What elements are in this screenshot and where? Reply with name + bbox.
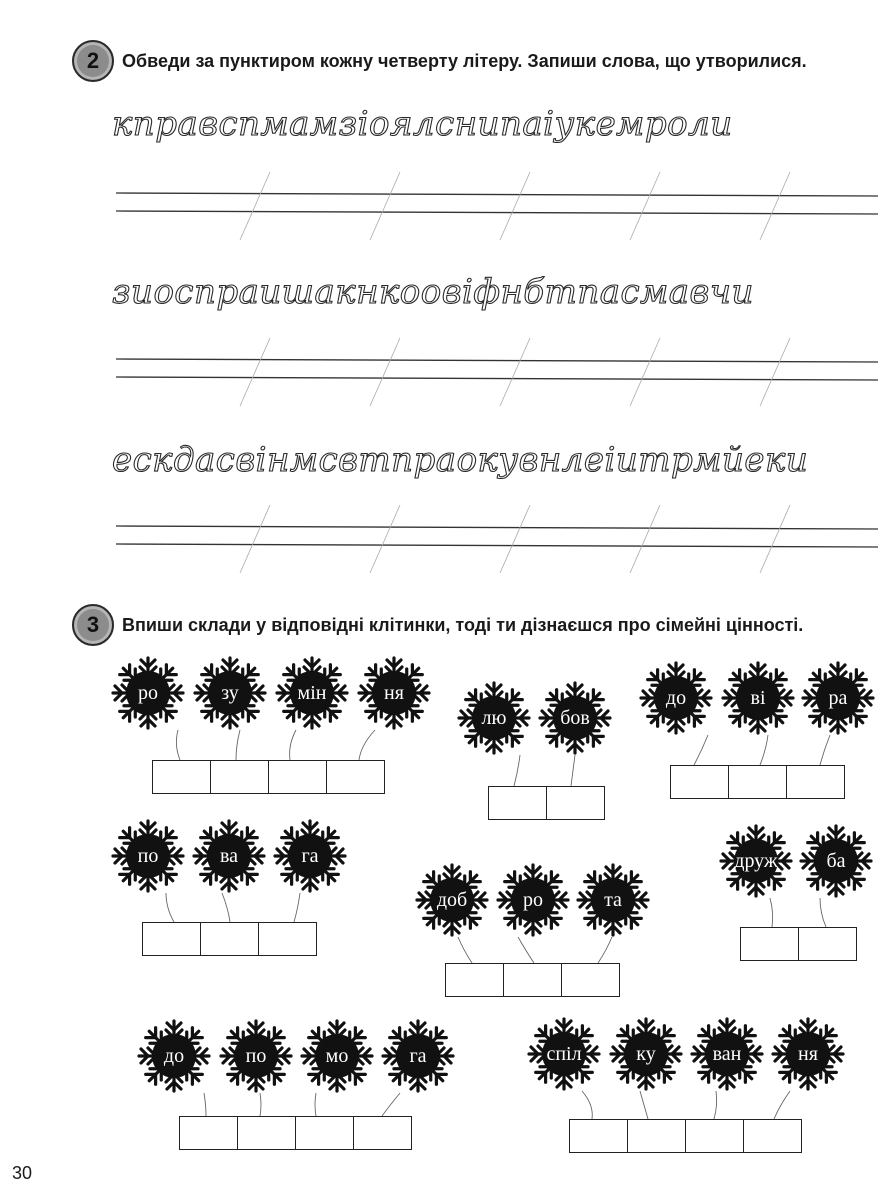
syllable-label: ра [828,686,848,709]
syllable-label: ку [636,1042,656,1065]
syllable-label: ван [712,1042,742,1065]
syllable-label: га [301,844,319,867]
syllable-label: ня [798,1042,818,1065]
syllable-label: по [137,844,159,867]
syllable-label: спіл [546,1042,582,1065]
syllable-label: зу [221,681,239,704]
task-number-badge: 2 [72,40,114,82]
syllable-label: ня [384,681,404,704]
syllable-label: ро [523,888,543,911]
syllable-label: бов [560,706,590,729]
syllable-label: та [604,888,622,911]
syllable-label: мін [297,681,327,704]
syllable-label: лю [481,706,507,729]
syllable-label: ро [138,681,158,704]
syllable-label: друж [734,849,778,872]
syllable-label: ба [826,849,846,872]
syllable-label: по [245,1044,267,1067]
tracing-row-2: зиоспраишакнкоовіфнбтпасмавчи [112,272,754,312]
syllable-label: доб [436,888,468,911]
task-number-badge: 3 [72,604,114,646]
syllable-label: ва [219,844,239,867]
task-instruction: Обведи за пунктиром кожну четверту літеру. Запиши слова, що утворилися. [122,50,807,71]
syllable-label: до [665,686,687,709]
syllable-label: га [409,1044,427,1067]
page-number: 30 [12,1163,33,1183]
syllable-label: мо [325,1044,349,1067]
task-instruction: Впиши склади у відповідні клітинки, тоді ти дізнаєшся про сімейні цінності. [122,614,804,635]
syllable-label: ві [750,686,766,709]
tracing-row-3: ескдасвінмсвтпраокувнлеіитрмйекu [112,440,809,480]
syllable-label: до [163,1044,185,1067]
tracing-row-1: кправспмамзіоялснипаіукемроли [112,104,733,144]
